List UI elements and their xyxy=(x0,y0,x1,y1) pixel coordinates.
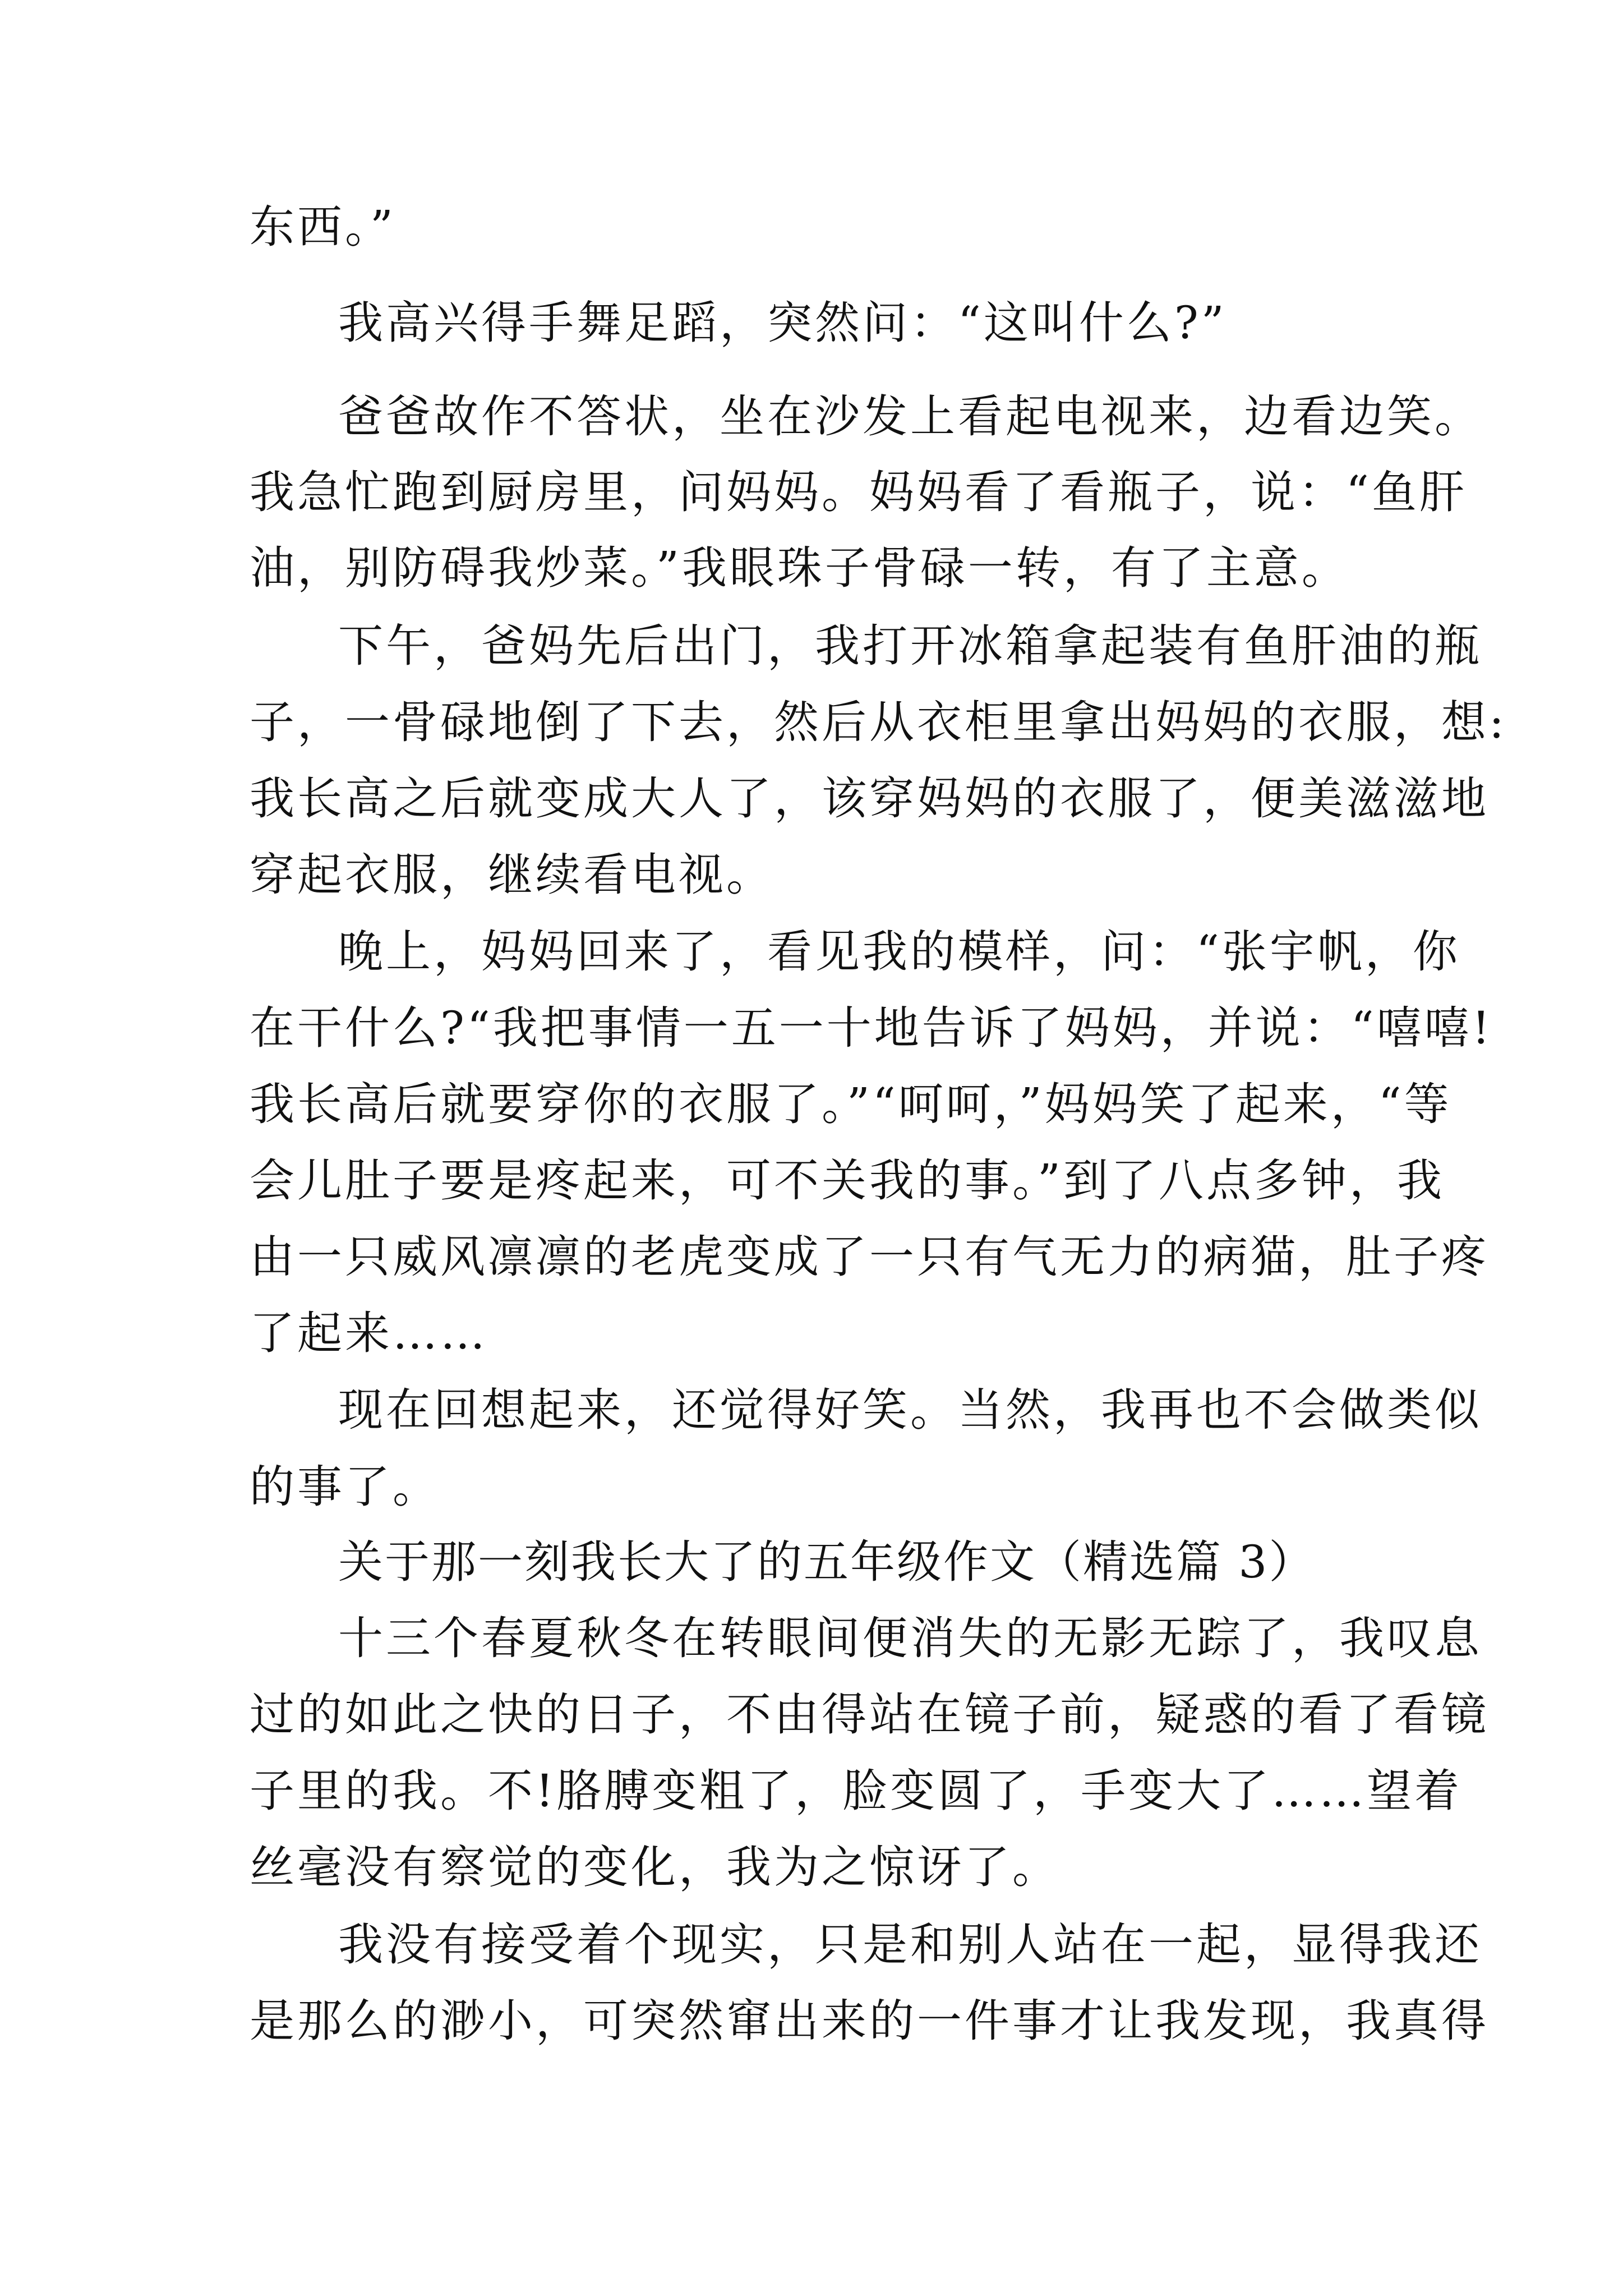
text-line: 过的如此之快的日子，不由得站在镜子前，疑惑的看了看镜 xyxy=(250,1688,1489,1741)
text-line: 东西。” xyxy=(250,201,396,253)
text-line: 子，一骨碌地倒了下去，然后从衣柜里拿出妈妈的衣服，想: xyxy=(250,696,1507,748)
text-line: 是那么的渺小，可突然窜出来的一件事才让我发现，我真得 xyxy=(250,1995,1489,2047)
text-line: 丝毫没有察觉的变化，我为之惊讶了。 xyxy=(250,1841,1060,1893)
text-line: 现在回想起来，还觉得好笑。当然，我再也不会做类似 xyxy=(338,1384,1482,1436)
text-line: 我高兴得手舞足蹈，突然问：“这叫什么?” xyxy=(338,297,1227,349)
text-line: 了起来…… xyxy=(250,1307,488,1359)
text-line: 由一只威风凛凛的老虎变成了一只有气无力的病猫，肚子疼 xyxy=(250,1231,1489,1283)
text-line: 油，别防碍我炒菜。”我眼珠子骨碌一转，有了主意。 xyxy=(250,542,1349,594)
text-line: 的事了。 xyxy=(250,1461,440,1513)
text-line: 穿起衣服，继续看电视。 xyxy=(250,849,774,901)
text-line: 爸爸故作不答状，坐在沙发上看起电视来，边看边笑。 xyxy=(338,390,1482,443)
section-heading: 关于那一刻我长大了的五年级作文（精选篇 3） xyxy=(338,1536,1316,1588)
text-line: 我没有接受着个现实，只是和别人站在一起，显得我还 xyxy=(338,1918,1482,1971)
text-line: 子里的我。不!胳膊变粗了，脸变圆了，手变大了……望着 xyxy=(250,1765,1463,1817)
text-line: 我急忙跑到厨房里，问妈妈。妈妈看了看瓶子，说：“鱼肝 xyxy=(250,466,1467,518)
text-line: 十三个春夏秋冬在转眼间便消失的无影无踪了，我叹息 xyxy=(338,1612,1482,1664)
text-line: 我长高后就要穿你的衣服了。”“呵呵，”妈妈笑了起来，“等 xyxy=(250,1078,1452,1130)
text-line: 我长高之后就变成大人了，该穿妈妈的衣服了，便美滋滋地 xyxy=(250,772,1489,825)
text-line: 晚上，妈妈回来了，看见我的模样，问：“张宇帆，你 xyxy=(338,926,1460,978)
text-line: 在干什么?“我把事情一五一十地告诉了妈妈，并说：“嘻嘻! xyxy=(250,1002,1493,1054)
text-line: 下午，爸妈先后出门，我打开冰箱拿起装有鱼肝油的瓶 xyxy=(338,620,1482,672)
text-line: 会儿肚子要是疼起来，可不关我的事。”到了八点多钟，我 xyxy=(250,1154,1445,1207)
